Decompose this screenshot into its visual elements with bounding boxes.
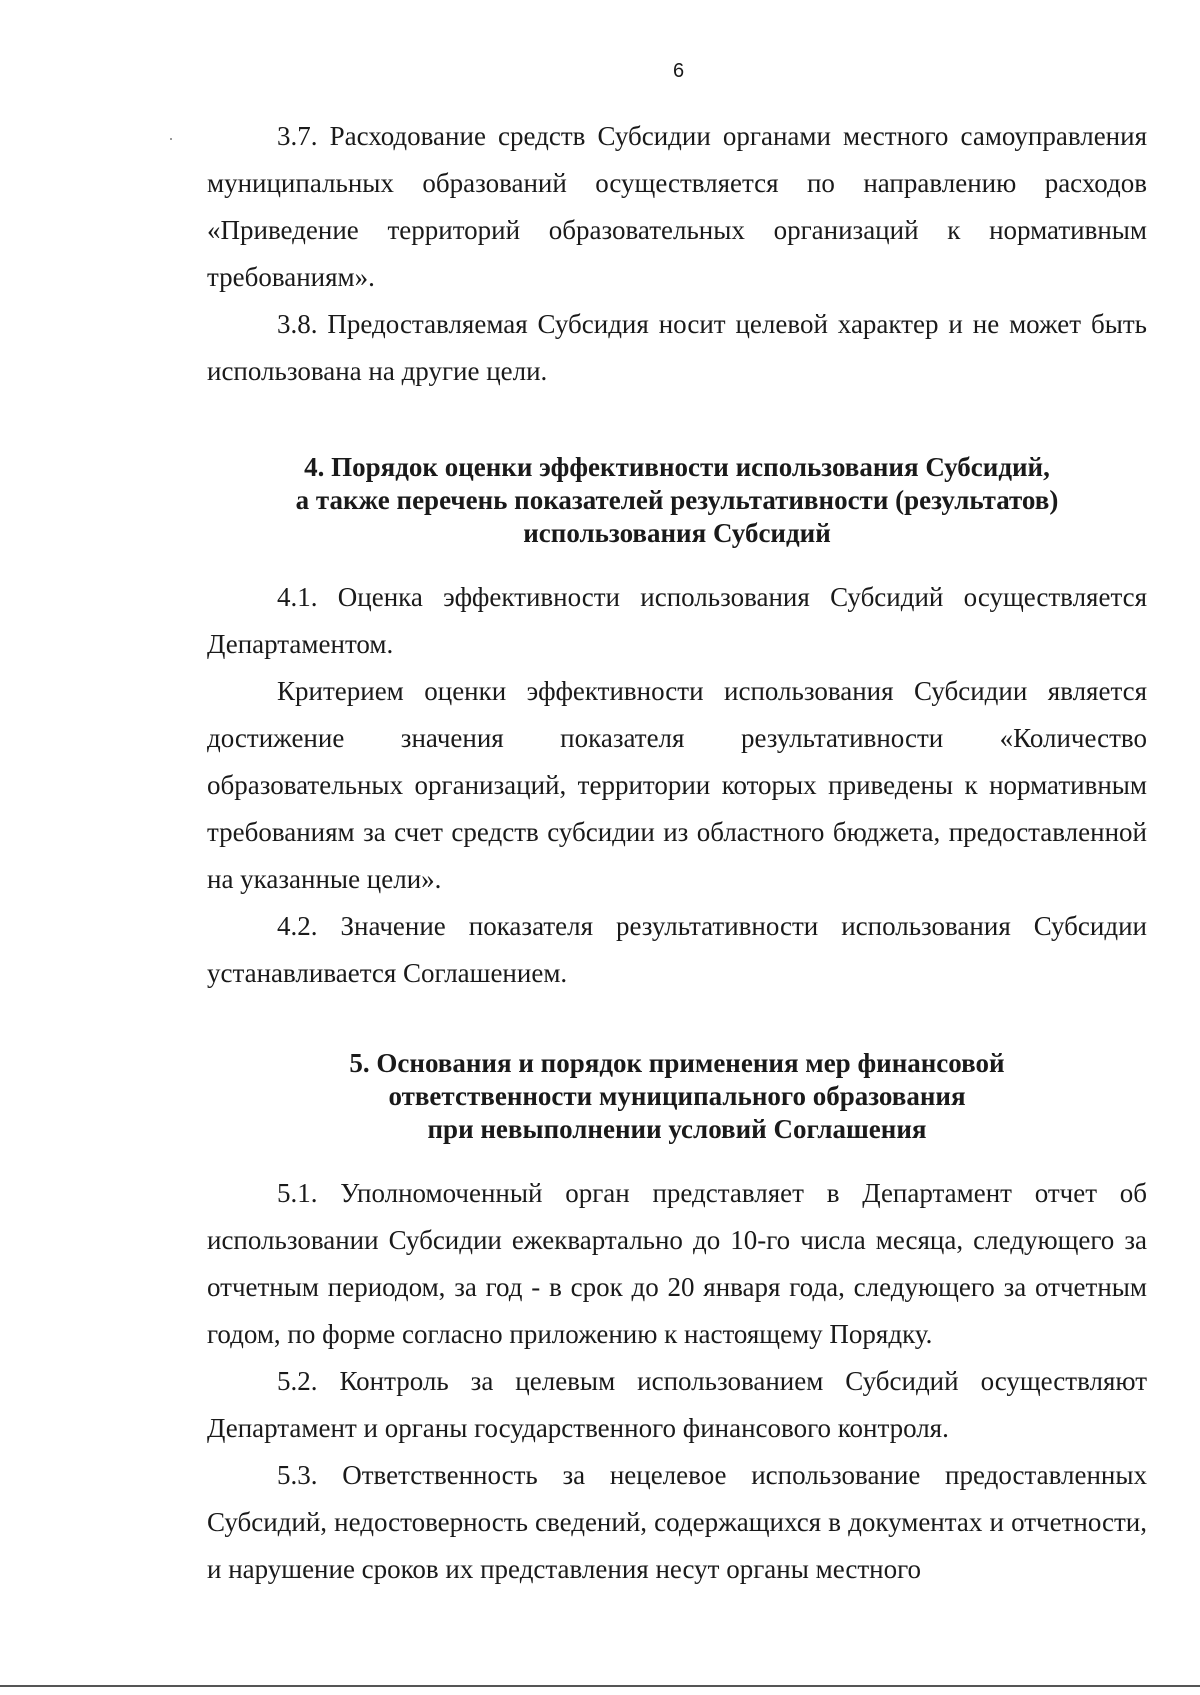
section-4-heading [207, 451, 1147, 550]
paragraph-5-1: 5.1. Уполномоченный орган представляет в Департамент отчет об использовании Субсидии ежеквартально до 10-го числа месяца, следующего за отчетным периодом, за год - в срок до 20 января года, следующего за отчетным годом, по форме согласно приложению к настоящему Порядку. [207, 1178, 1147, 1349]
section-5-heading [207, 1047, 1147, 1146]
heading-line: при невыполнении условий Соглашения [427, 1114, 927, 1144]
paragraph-criterion: Критерием оценки эффективности использования Субсидии является достижение значения показателя результативности «Количество образовательных организаций, территории которых приведены к нормативным требованиям за счет средств субсидии из областного бюджета, предоставленной на указанные цели». [207, 676, 1147, 894]
heading-line: 5. Основания и порядок применения мер финансовой [349, 1048, 1005, 1078]
heading-line: использования Субсидий [523, 518, 831, 548]
paragraph-5-3: 5.3. Ответственность за нецелевое использование предоставленных Субсидий, недостоверность сведений, содержащихся в документах и отчетности, и нарушение сроков их представления несут органы местного [207, 1460, 1147, 1584]
page-bottom-edge [0, 1685, 1200, 1687]
text-block-3 [207, 1170, 1147, 1593]
paragraph-5-2: 5.2. Контроль за целевым использованием Субсидий осуществляют Департамент и органы государственного финансового контроля. [207, 1366, 1147, 1443]
paragraph-4-2: 4.2. Значение показателя результативности использования Субсидии устанавливается Соглашением. [207, 911, 1147, 988]
paragraph-3-7: 3.7. Расходование средств Субсидии органами местного самоуправления муниципальных образований осуществляется по направлению расходов «Приведение территорий образовательных организаций к нормативным требованиям». [207, 121, 1147, 292]
page-number: 6 [672, 60, 685, 82]
text-block-1 [207, 113, 1147, 395]
paragraph-3-8: 3.8. Предоставляемая Субсидия носит целевой характер и не может быть использована на другие цели. [207, 309, 1147, 386]
paragraph-4-1: 4.1. Оценка эффективности использования Субсидий осуществляется Департаментом. [207, 582, 1147, 659]
heading-line: 4. Порядок оценки эффективности использования Субсидий, [304, 452, 1050, 482]
heading-line: а также перечень показателей результативности (результатов) [295, 485, 1059, 515]
scan-artifact [170, 138, 172, 140]
heading-line: ответственности муниципального образования [388, 1081, 966, 1111]
text-block-2 [207, 574, 1147, 997]
